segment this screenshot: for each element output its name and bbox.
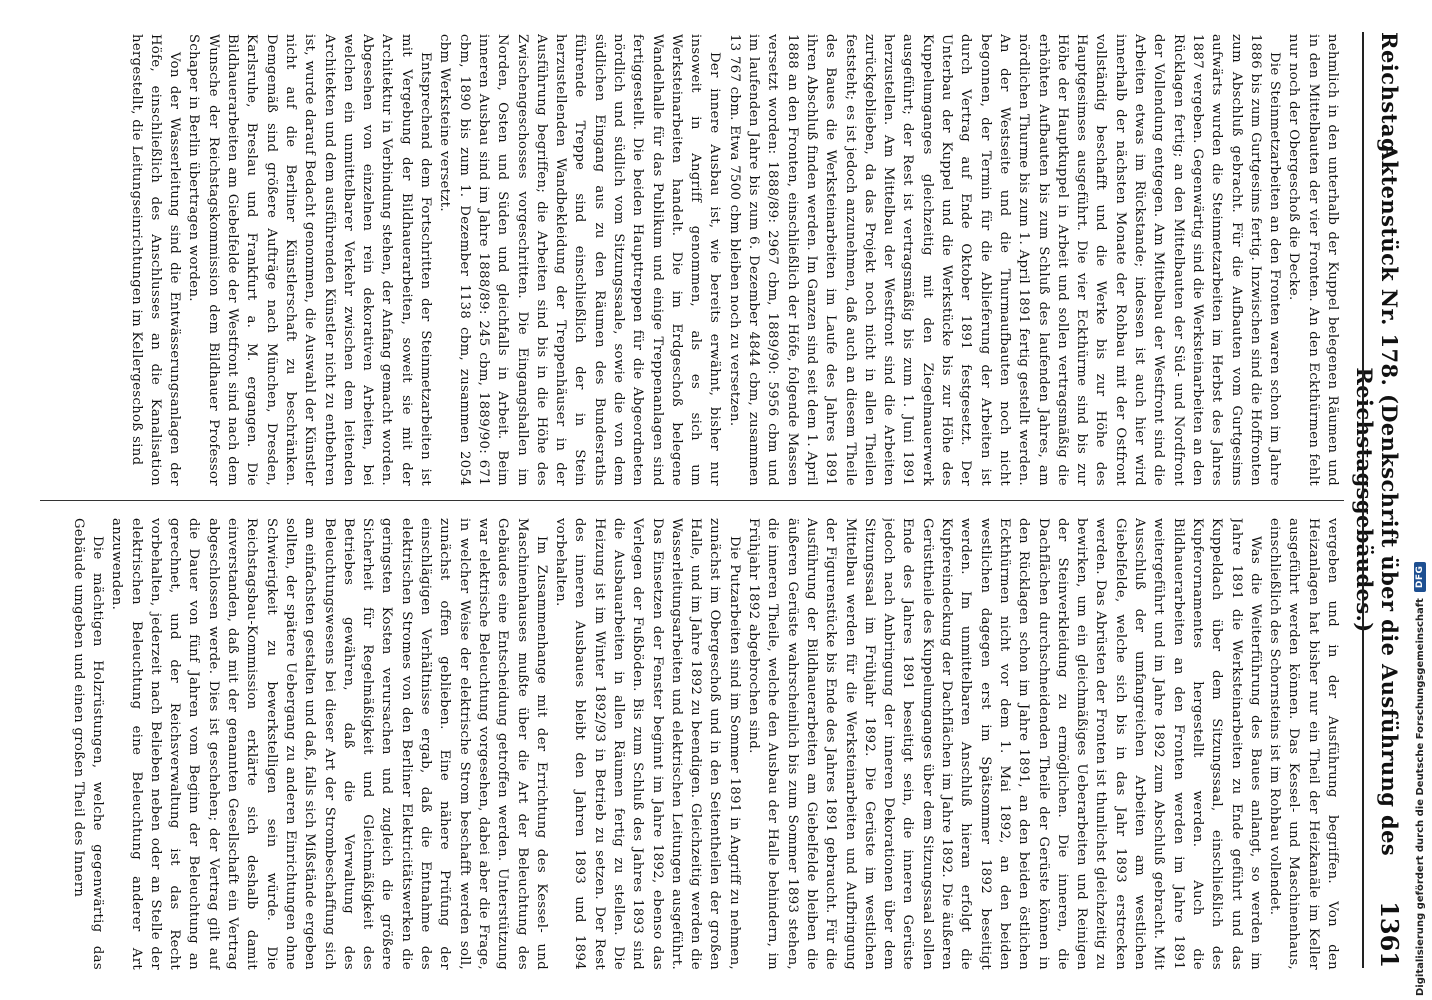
credit-text: Digitalisierung gefördert durch die Deutsche Forschungsgemeinschaft <box>1414 598 1426 996</box>
paragraph: Die mächtigen Holzrüstungen, welche gegenwärtig das Gebäude umgeben und einen großen Theil des Innern <box>70 518 105 970</box>
header-title: Aktenstück Nr. 178. (Denkschrift über die Ausführung des Reichstagsgebäudes.) <box>1352 143 1402 857</box>
paragraph: vergeben und in der Ausführung begriffen. Von den Heizanlagen hat bisher nur ein Theil der Heizkanäle im Keller ausgeführt werden können. Das Kessel- und Maschinenhaus, einschließlich des Schornsteins ist im Rohbau vollendet. <box>1267 518 1340 970</box>
right-column <box>42 518 1342 970</box>
dfg-logo: DFG <box>1414 562 1426 593</box>
page-header <box>1346 14 1410 986</box>
header-rule <box>1362 32 1364 968</box>
paragraph: Die Putzarbeiten sind im Sommer 1891 in Angriff zu nehmen, zunächst im Obergeschoß und in den Seitentheilen der großen Halle, und im Jahre 1892 zu beendigen. Gleichzeitig werden die Wasserleitungsarbeiten und elektrischen Leitungen ausgeführt. Das Einsetzen der Fenster beginnt im Jahre 1892, ebenso das Verlegen der Fußböden. Bis zum Schluß des Jahres 1893 sind die Ausbauarbeiten in allen Räumen fertig zu stellen. Die Heizung ist im Winter 1892/93 in Betrieb zu setzen. Der Rest des inneren Ausbaues bleibt den Jahren 1893 und 1894 vorbehalten. <box>553 518 742 970</box>
column-divider <box>40 500 1344 501</box>
rotated-document-page <box>20 14 1410 986</box>
paragraph: Der innere Ausbau ist, wie bereits erwähnt, bisher nur insoweit in Angriff genommen, als es sich um Werksteinarbeiten handelt. Die im Erdgeschoß belegene Wandelhalle für das Publikum und einige Treppenanlagen sind fertiggestellt. Die beiden Haupttreppen für die Abgeordneten nördlich und südlich vom Sitzungssaale, sowie die von dem südlichen Eingang aus zu den Räumen des Bundesraths führende Treppe sind einschließlich der in Stein herzustellenden Wandbekleidung der Treppenhäuser in der Ausführung begriffen; die Arbeiten sind bis in die Höhe des Zwischengeschosses vorgeschritten. Die Eingangshallen im Norden, Osten und Süden und gleichfalls in Arbeit. Beim inneren Ausbau sind im Jahre 1888/89: 245 cbm, 1889/90: 671 cbm, 1890 bis zum 1. Dezember 1138 cbm, zusammen 2054 cbm Werksteine versetzt. <box>437 34 723 486</box>
paragraph: nehmlich in den unterhalb der Kuppel belegenen Räumen und in den Mittelbauten der vier Fronten. An den Eckthürmen fehlt nur noch der Obergeschoß die Decke. <box>1286 34 1340 486</box>
left-column <box>42 34 1342 486</box>
paragraph: Von der Wasserleitung sind die Entwässerungsanlagen der Höfe, einschließlich des Anschlusses an die Kanalisation hergestellt, die Leitungseinrichtungen im Kellergeschoß sind <box>128 34 183 486</box>
paragraph: Im Zusammenhange mit der Errichtung des Kessel- und Maschinenhauses mußte über die Art der Beleuchtung des Gebäudes eine Entscheidung getroffen werden. Unterstützung war elektrische Beleuchtung vorgesehen, dabei aber die Frage, in welcher Weise der elektrische Strom beschafft werden soll, zunächst offen geblieben. Eine nähere Prüfung der einschlägigen Verhältnisse ergab, daß die Entnahme des elektrischen Stromes von den Berliner Elektricitätswerken die geringsten Kosten verursachen und zugleich die größere Sicherheit für Regelmäßigkeit und Gleichmäßigkeit des Betriebes gewähren, daß die Verwaltung des Beleuchtungswesens bei dieser Art der Strombeschaffung sich am einfachsten gestalten und daß, falls sich Mißstände ergeben sollten, der spätere Uebergang zu anderen Einrichtungen ohne Schwierigkeit zu bewerkstelligen sein würde. Die Reichstagsbau-Kommission erklärte sich deshalb damit einverstanden, daß mit der genannten Gesellschaft ein Vertrag abgeschlossen werde. Dies ist geschehen; der Vertrag gilt auf die Dauer von fünf Jahren vom Beginn der Beleuchtung an gerechnet, und der Reichsverwaltung ist das Recht vorbehalten, jederzeit nach Belieben neben oder an Stelle der elektrischen Beleuchtung eine Beleuchtung anderer Art anzuwenden. <box>109 518 549 970</box>
paragraph: Die Steinmetzarbeiten an den Fronten waren schon im Jahre 1886 bis zum Gurtgesims fertig. Inzwischen sind die Hoffronten zum Abschluß gebracht. Für die Aufbauten vom Gurtgesims aufwärts wurden die Steinmetzarbeiten im Herbst des Jahres 1887 vergeben. Gegenwärtig sind die Werksteinarbeiten an den Rücklagen fertig; an den Mittelbauten der Süd- und Nordfront der Vollendung entgegen. Am Mittelbau der Westfront sind die Arbeiten etwas im Rückstande; indessen ist auch hier wird innerhalb der nächsten Monate der Rohbau mit der Ostfront vollständig beschafft und die Werke bis zur Höhe des Hauptgesimses ausgeführt. Die vier Eckthürme sind bis zur Höhe der Hauptkuppel in Arbeit und sollen vertragsmäßig die erhöhten Aufbauten bis zum Schluß des laufenden Jahres, am nördlichen Thurme bis zum 1. April 1891 fertig gestellt werden. An der Westseite und die Thurmaufbauten noch nicht begonnen, der Termin für die Ablieferung der Arbeiten ist durch Vertrag auf Ende Oktober 1891 festgesetzt. Der Unterbau der Kuppel und die Werkstücke bis zur Höhe des Kuppelumganges gleichzeitig mit den Ziegelmauerwerk ausgeführt; der Rest ist vertragsmäßig bis zum 1. Juni 1891 herzustellen. Am Mittelbau der Westfront sind die Arbeiten zurückgeblieben, da das Projekt noch nicht in allen Theilen feststeht; es ist jedoch anzunehmen, daß auch an diesem Theile des Baues die Werksteinarbeiten im Laufe des Jahres 1891 ihren Abschluß finden werden. Im Ganzen sind seit dem 1. April 1888 an den Fronten, einschließlich der Höfe, folgende Massen versetzt worden: 1888/89: 2967 cbm, 1889/90: 5956 cbm und im laufenden Jahre bis zum 6. Dezember 4844 cbm, zusammen 13 767 cbm. Etwa 7500 cbm bleiben noch zu versetzen. <box>726 34 1283 486</box>
page-number: 1361 <box>1375 901 1404 968</box>
digitization-credit <box>1414 562 1426 996</box>
header-left: Reichstag. <box>1377 32 1402 161</box>
paragraph: Entsprechend dem Fortschritten der Steinmetzarbeiten ist mit Vergebung der Bildhauerarbeiten, soweit sie mit der Architektur in Verbindung stehen, der Anfang gemacht worden. Abgesehen von einzelnen rein dekorativen Arbeiten, bei welchen ein unmittelbarer Verkehr zwischen dem leitenden Architekten und dem ausführenden Künstler nicht zu entbehren ist, wurde darauf Bedacht genommen, die Auswahl der Künstler nicht auf die Berliner Künstlerschaft zu beschränken. Demgemäß sind größere Aufträge nach München, Dresden, Karlsruhe, Breslau und Frankfurt a. M. ergangen. Die Bildhauerarbeiten am Giebelfelde der Westfront sind nach dem Wunsche der Reichstagskommission dem Bildhauer Professor Schaper in Berlin übertragen worden. <box>186 34 434 486</box>
paragraph: Was die Weiterführung des Baues anlangt, so werden im Jahre 1891 die Werksteinarbeiten zu Ende geführt und das Kuppeldach über dem Sitzungssaal, einschließlich des Kupferornamentes hergestellt werden. Auch die Bildhauerarbeiten an den Fronten werden im Jahre 1891 weitergeführt und im Jahre 1892 zum Abschluß gebracht. Mit Ausschluß der umfangreichen Arbeiten am westlichen Giebelfelde, welche sich bis in das Jahr 1893 erstrecken werden. Das Abrüsten der Fronten ist thunlichst gleichzeitig zu bewirken, um ein gleichmäßiges Ueberarbeiten und Reinigen der Steinverkleidung zu ermöglichen. Die inneren, die Dachflächen durchschneidenden Theile der Gerüste können in den Rücklagen schon im Jahre 1891, an den beiden östlichen Eckthürmen nicht vor dem 1. Mai 1892, an den beiden westlichen dagegen erst im Spätsommer 1892 beseitigt werden. Im unmittelbaren Anschluß hieran erfolgt die Kupfereindeckung der Dachflächen im Jahre 1892. Die äußeren Gerüsttheile des Kuppelumganges über dem Sitzungssaal sollen Ende des Jahres 1891 beseitigt sein, die inneren Gerüste jedoch nach Anbringung der inneren Dekorationen über dem Sitzungssaal im Frühjahr 1892. Die Gerüste im westlichen Mittelbau werden für die Werksteinarbeiten und Aufbringung der Figurenstücke bis Ende des Jahres 1891 gebraucht. Für die Ausführung der Bildhauerarbeiten am Giebelfelde bleiben die äußeren Gerüste wahrscheinlich bis zum Sommer 1893 stehen, die inneren Theile, welche den Ausbau der Halle behindern, im Frühjahr 1892 abgebrochen sind. <box>746 518 1263 970</box>
